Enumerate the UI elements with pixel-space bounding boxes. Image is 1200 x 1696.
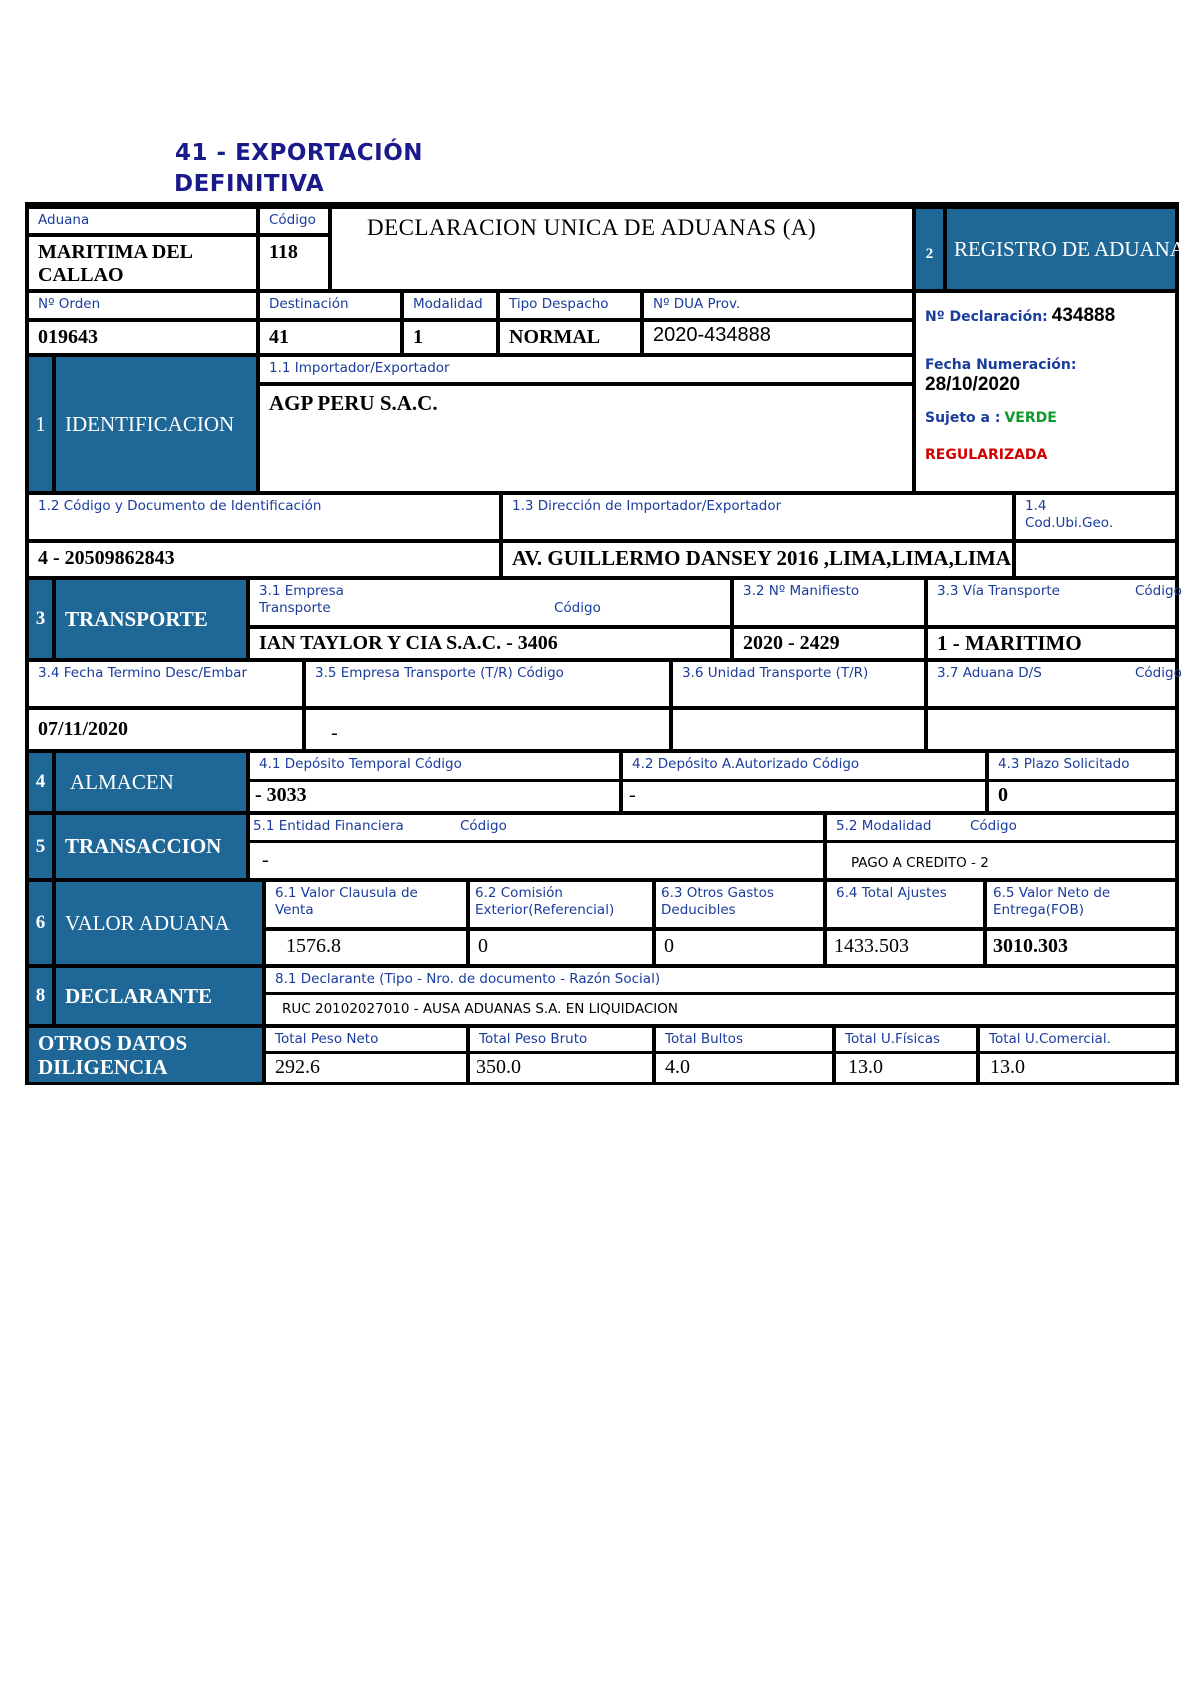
- deposito-temporal-value: - 3033: [255, 784, 307, 806]
- registro-title: REGISTRO DE ADUANA: [947, 209, 1175, 289]
- aduana-value: MARITIMA DEL CALLAO: [38, 241, 192, 286]
- codigo-value: 118: [269, 241, 298, 263]
- section-1-number: 1: [29, 357, 52, 491]
- doc-identificacion-value: 4 - 20509862843: [38, 547, 175, 569]
- empresa-transporte-codigo: Código: [554, 600, 601, 616]
- aduana-label: Aduana: [38, 212, 90, 228]
- otros-datos-title-line1: OTROS DATOS: [38, 1031, 188, 1055]
- manifiesto-value: 2020 - 2429: [743, 632, 840, 654]
- otros-datos-title: [29, 1028, 262, 1082]
- direccion-value: AV. GUILLERMO DANSEY 2016 ,LIMA,LIMA,LIMA: [512, 546, 1011, 570]
- dua-prov-label: Nº DUA Prov.: [653, 296, 741, 312]
- plazo-solicitado-label: 4.3 Plazo Solicitado: [998, 756, 1130, 772]
- otros-gastos-value: 0: [664, 935, 674, 957]
- modalidad-pago-value: PAGO A CREDITO - 2: [851, 855, 989, 871]
- empresa-tr-label: 3.5 Empresa Transporte (T/R) Código: [315, 665, 564, 681]
- entidad-financiera-value: -: [262, 849, 269, 871]
- title-line1: 41 - EXPORTACIÓN: [175, 140, 424, 166]
- total-ucomercial-value: 13.0: [990, 1056, 1025, 1078]
- total-ufisicas-value: 13.0: [848, 1056, 883, 1078]
- modalidad-value: 1: [413, 326, 423, 348]
- section-8-number: 8: [29, 968, 52, 1024]
- sujeto-value: VERDE: [1004, 410, 1057, 426]
- deposito-temporal-label: 4.1 Depósito Temporal Código: [259, 756, 462, 772]
- total-bultos-value: 4.0: [665, 1056, 690, 1078]
- doc-title: DECLARACION UNICA DE ADUANAS (A): [367, 215, 817, 240]
- title-line2: DEFINITIVA: [174, 171, 325, 197]
- comision-exterior-label: 6.2 Comisión Exterior(Referencial): [475, 885, 615, 918]
- plazo-solicitado-value: 0: [998, 784, 1008, 806]
- total-bultos-label: Total Bultos: [665, 1031, 743, 1047]
- modalidad-label: Modalidad: [413, 296, 483, 312]
- destinacion-value: 41: [269, 326, 289, 348]
- aduana-ds-label: 3.7 Aduana D/S: [937, 665, 1042, 681]
- section-1-title: IDENTIFICACION: [56, 357, 256, 491]
- valor-fob-label: 6.5 Valor Neto de Entrega(FOB): [993, 885, 1111, 918]
- empresa-transporte-label: 3.1 Empresa Transporte: [259, 583, 344, 616]
- peso-neto-label: Total Peso Neto: [275, 1031, 379, 1047]
- section-6-title: VALOR ADUANA: [56, 882, 262, 964]
- fecha-numeracion-label: Fecha Numeración:: [925, 357, 1077, 373]
- unidad-transporte-value: [673, 710, 924, 714]
- codigo-label: Código: [269, 212, 316, 228]
- total-ufisicas-label: Total U.Físicas: [845, 1031, 941, 1047]
- fecha-termino-value: 07/11/2020: [38, 718, 129, 740]
- orden-label: Nº Orden: [38, 296, 101, 312]
- tipo-despacho-label: Tipo Despacho: [509, 296, 609, 312]
- orden-value: 019643: [38, 326, 98, 348]
- manifiesto-label: 3.2 Nº Manifiesto: [743, 583, 860, 599]
- deposito-autorizado-label: 4.2 Depósito A.Autorizado Código: [632, 756, 860, 772]
- peso-bruto-value: 350.0: [476, 1056, 521, 1078]
- destinacion-label: Destinación: [269, 296, 349, 312]
- section-5-title: TRANSACCION: [56, 815, 246, 878]
- valor-fob-value: 3010.303: [993, 935, 1068, 957]
- section-4-number: 4: [29, 753, 52, 811]
- via-transporte-label: 3.3 Vía Transporte: [937, 583, 1060, 599]
- section-3-number: 3: [29, 580, 52, 658]
- section-2-number: 2: [916, 209, 943, 289]
- fecha-termino-label: 3.4 Fecha Termino Desc/Embar: [38, 665, 247, 681]
- otros-gastos-label: 6.3 Otros Gastos Deducibles: [661, 885, 774, 918]
- total-ajustes-label: 6.4 Total Ajustes: [836, 885, 947, 901]
- unidad-transporte-label: 3.6 Unidad Transporte (T/R): [682, 665, 869, 681]
- aduana-ds-codigo: Código: [1135, 665, 1182, 681]
- declarante-value: RUC 20102027010 - AUSA ADUANAS S.A. EN LIQUIDACION: [282, 1001, 678, 1017]
- via-transporte-codigo: Código: [1135, 583, 1182, 599]
- importador-value: AGP PERU S.A.C.: [269, 391, 438, 415]
- fecha-numeracion-value: 28/10/2020: [925, 374, 1021, 395]
- section-3-title: TRANSPORTE: [56, 580, 246, 658]
- declarante-label: 8.1 Declarante (Tipo - Nro. de documento - Razón Social): [275, 971, 661, 987]
- direccion-label: 1.3 Dirección de Importador/Exportador: [512, 498, 782, 514]
- ubigeo-label: 1.4 Cod.Ubi.Geo.: [1025, 498, 1114, 531]
- total-ucomercial-label: Total U.Comercial.: [989, 1031, 1111, 1047]
- entidad-financiera-codigo: Código: [460, 818, 507, 834]
- valor-clausula-label: 6.1 Valor Clausula de Venta: [275, 885, 418, 918]
- section-5-number: 5: [29, 815, 52, 878]
- declaracion-label: Nº Declaración:: [925, 309, 1048, 325]
- via-transporte-value: 1 - MARITIMO: [937, 631, 1082, 655]
- entidad-financiera-label: 5.1 Entidad Financiera: [253, 818, 404, 834]
- aduana-ds-value: [928, 710, 1175, 714]
- status-badge: REGULARIZADA: [925, 447, 1048, 463]
- peso-bruto-label: Total Peso Bruto: [479, 1031, 588, 1047]
- valor-clausula-value: 1576.8: [286, 935, 341, 957]
- registro-panel: [916, 293, 1175, 491]
- ubigeo-value: [1016, 543, 1175, 547]
- comision-exterior-value: 0: [478, 935, 488, 957]
- importador-label: 1.1 Importador/Exportador: [269, 360, 450, 376]
- dua-prov-value: 2020-434888: [653, 324, 771, 346]
- empresa-tr-value: -: [331, 722, 338, 744]
- empresa-transporte-value: IAN TAYLOR Y CIA S.A.C. - 3406: [259, 632, 558, 654]
- modalidad-pago-label: 5.2 Modalidad: [836, 818, 932, 834]
- document-title: [175, 138, 575, 200]
- modalidad-pago-codigo: Código: [970, 818, 1017, 834]
- section-8-title: DECLARANTE: [56, 968, 262, 1024]
- section-6-number: 6: [29, 882, 52, 964]
- section-4-title: ALMACEN: [56, 753, 246, 811]
- peso-neto-value: 292.6: [275, 1056, 320, 1078]
- total-ajustes-value: 1433.503: [834, 935, 909, 957]
- sujeto-label: Sujeto a :: [925, 410, 1001, 426]
- tipo-despacho-value: NORMAL: [509, 326, 601, 348]
- declaracion-value: 434888: [1051, 305, 1116, 326]
- doc-identificacion-label: 1.2 Código y Documento de Identificación: [38, 498, 322, 514]
- deposito-autorizado-value: -: [629, 784, 636, 806]
- dua-form: [25, 202, 1185, 1085]
- otros-datos-title-line2: DILIGENCIA: [38, 1055, 168, 1079]
